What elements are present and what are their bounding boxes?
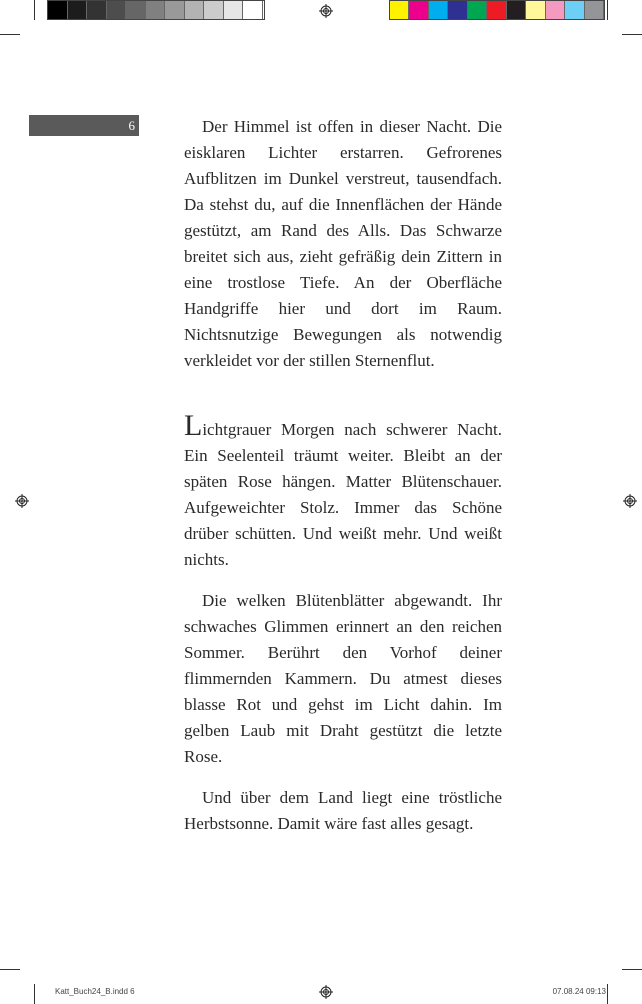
paragraph bbox=[184, 409, 502, 573]
registration-mark-icon bbox=[319, 985, 333, 999]
color-swatch bbox=[146, 1, 166, 19]
color-swatch bbox=[126, 1, 146, 19]
slug-date: 07.08.24 09:13 bbox=[552, 987, 606, 996]
color-swatch bbox=[107, 1, 127, 19]
registration-mark-icon bbox=[15, 494, 29, 508]
color-swatch bbox=[487, 1, 506, 19]
color-swatch bbox=[565, 1, 584, 19]
paragraph-text: ichtgrauer Morgen nach schwerer Nacht. Ein Seelenteil träumt weiter. Bleibt an der späten Rose hängen. Matter Blütenschauer. Aufgeweichter Stolz. Immer das Schöne drüber schütten. Und weißt mehr. Und weißt nichts. bbox=[184, 420, 502, 569]
color-swatch bbox=[68, 1, 88, 19]
color-swatch bbox=[526, 1, 545, 19]
color-swatch bbox=[507, 1, 526, 19]
color-swatch bbox=[185, 1, 205, 19]
crop-mark bbox=[34, 984, 35, 1004]
color-swatch bbox=[48, 1, 68, 19]
color-swatch bbox=[224, 1, 244, 19]
crop-mark bbox=[622, 34, 642, 35]
registration-mark-icon bbox=[319, 4, 333, 18]
color-swatch bbox=[165, 1, 185, 19]
color-swatch bbox=[429, 1, 448, 19]
color-swatch bbox=[448, 1, 467, 19]
paragraph: Die welken Blütenblätter abgewandt. Ihr schwaches Glimmen erinnert an den reichen Sommer. Berührt den Vorhof deiner flimmernden Kammern. Du atmest dieses blasse Rot und gehst im Licht dahin. Im gelben Laub mit Draht gestützt die letzte Rose. bbox=[184, 591, 502, 766]
crop-mark bbox=[0, 969, 20, 970]
grayscale-bar bbox=[47, 0, 265, 20]
color-bar bbox=[389, 0, 605, 20]
registration-mark-icon bbox=[623, 494, 637, 508]
color-swatch bbox=[468, 1, 487, 19]
page-number: 6 bbox=[29, 115, 139, 136]
crop-mark bbox=[0, 34, 20, 35]
color-swatch bbox=[409, 1, 428, 19]
color-swatch bbox=[390, 1, 409, 19]
crop-mark bbox=[622, 969, 642, 970]
color-swatch bbox=[243, 1, 263, 19]
body-text bbox=[184, 114, 502, 837]
crop-mark bbox=[34, 0, 35, 20]
paragraph: Und über dem Land liegt eine tröstliche Herbstsonne. Damit wäre fast alles gesagt. bbox=[184, 788, 502, 833]
color-swatch bbox=[546, 1, 565, 19]
paragraph: Der Himmel ist offen in dieser Nacht. Die eisklaren Lichter erstarren. Gefrorenes Aufblitzen im Dunkel verstreut, tausendfach. Da stehst du, auf die Innenflächen der Hände gestützt, am Rand des Alls. Das Schwarze breitet sich aus, zieht gefräßig dein Zittern in eine trostlose Tiefe. An der Oberfläche Handgriffe hier und dort im Raum. Nichtsnutzige Bewegungen als notwendig verkleidet vor der stillen Sternenflut. bbox=[184, 117, 502, 370]
drop-cap: L bbox=[184, 409, 203, 442]
slug-filename: Katt_Buch24_B.indd 6 bbox=[55, 987, 135, 996]
color-swatch bbox=[87, 1, 107, 19]
color-swatch bbox=[585, 1, 604, 19]
crop-mark bbox=[607, 0, 608, 20]
color-swatch bbox=[204, 1, 224, 19]
crop-mark bbox=[607, 984, 608, 1004]
